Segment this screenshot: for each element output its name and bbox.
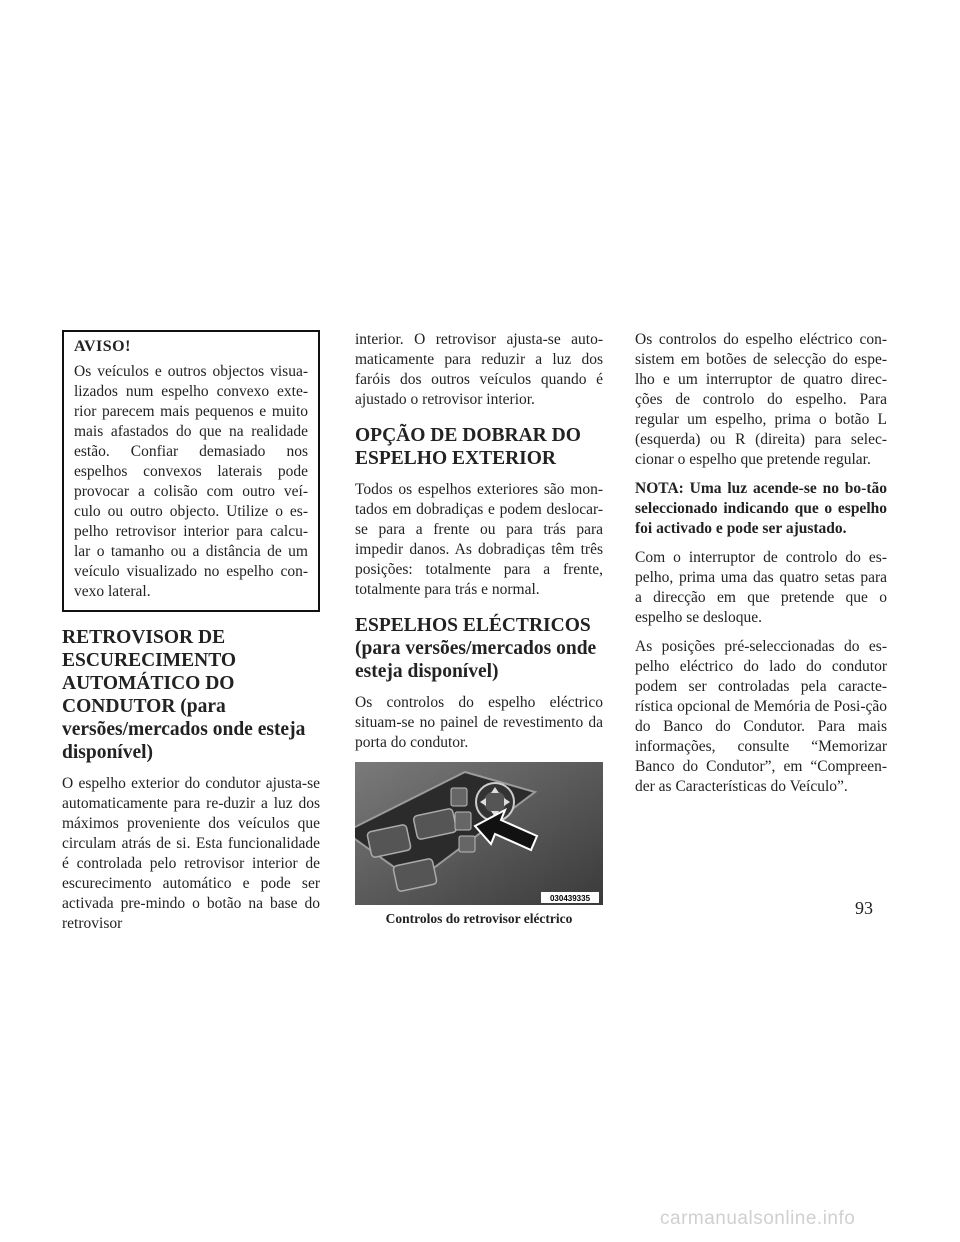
mirror-controls-photo: [355, 762, 603, 905]
note-paragraph: [635, 479, 887, 539]
page-number: 93: [855, 898, 873, 918]
section-paragraph-continuation: interior. O retrovisor ajusta-se auto-maticamente para reduzir a luz dos faróis dos outros veículos quando é ajustado o retrovisor interior.: [355, 331, 603, 408]
note-text: Uma luz acende-se no bo-tão seleccionado indicando que o espelho foi activado e pode ser ajustado.: [635, 480, 887, 537]
section-heading-auto-dimming: RETROVISOR DE ESCURECIMENTO AUTOMÁTICO DO CONDUTOR (para versões/mercados onde esteja disponível): [62, 627, 306, 763]
section-heading-power-mirrors: ESPELHOS ELÉCTRICOS (para versões/mercados onde esteja disponível): [355, 615, 597, 682]
paragraph-switch: Com o interruptor de controlo do es-pelho, prima uma das quatro setas para a direcção em que pretende que o espelho se desloque.: [635, 549, 887, 626]
warning-title: AVISO!: [74, 338, 131, 355]
note-label: NOTA:: [635, 480, 684, 497]
column-left: [62, 330, 320, 943]
column-middle: [355, 330, 603, 927]
section-paragraph-power-mirrors: Os controlos do espelho eléctrico situam-se no painel de revestimento da porta do condutor.: [355, 694, 603, 751]
warning-box: [62, 330, 320, 612]
column-right: [635, 330, 887, 806]
paragraph-controls: Os controlos do espelho eléctrico con-sistem em botões de selecção do espe-lho e um interruptor de quatro direc-ções de controlo do espelho. Para regular um espelho, prima o botão L (esquerda) ou R (direita) para selec-cionar o espelho que pretende regular.: [635, 331, 887, 468]
section-paragraph-auto-dimming: O espelho exterior do condutor ajusta-se automaticamente para re-duzir a luz dos máximos proveniente dos veículos que circulam atrás de si. Esta funcionalidade é controlada pelo retrovisor interior de escurecimento automático e pode ser activada pre-mindo o botão na base do retrovisor: [62, 775, 320, 932]
section-heading-folding: OPÇÃO DE DOBRAR DO ESPELHO EXTERIOR: [355, 425, 581, 469]
image-code-label: 030439335: [549, 894, 591, 903]
paragraph-memory: As posições pré-seleccionadas do es-pelho eléctrico do lado do condutor podem ser controladas pela caracte-rística opcional de Memória de Posi-ção do Banco do Condutor. Para mais informações, consulte “Memorizar Banco do Condutor”, em “Compreen-der as Características do Veículo”.: [635, 638, 887, 795]
watermark-text: carmanualsonline.info: [660, 1208, 856, 1229]
section-paragraph-folding: Todos os espelhos exteriores são mon-tados em dobradiças e podem deslocar-se para a frente ou para trás para impedir danos. As dobradiças têm três posições: totalmente para a frente, totalmente para trás e normal.: [355, 481, 603, 598]
mirror-controls-illustration: [355, 762, 603, 905]
warning-text: Os veículos e outros objectos visua-lizados num espelho convexo exte-rior parecem mais pequenos e muito mais afastados do que na realidade estão. Confiar demasiado nos espelhos convexos laterais pode provocar a colisão com outro veí-culo ou outro objecto. Utilize o es-pelho retrovisor interior para calcu-lar o tamanho ou a distância de um veículo visualizado no espelho con-vexo lateral.: [74, 363, 308, 600]
figure-caption: Controlos do retrovisor eléctrico: [385, 911, 573, 926]
